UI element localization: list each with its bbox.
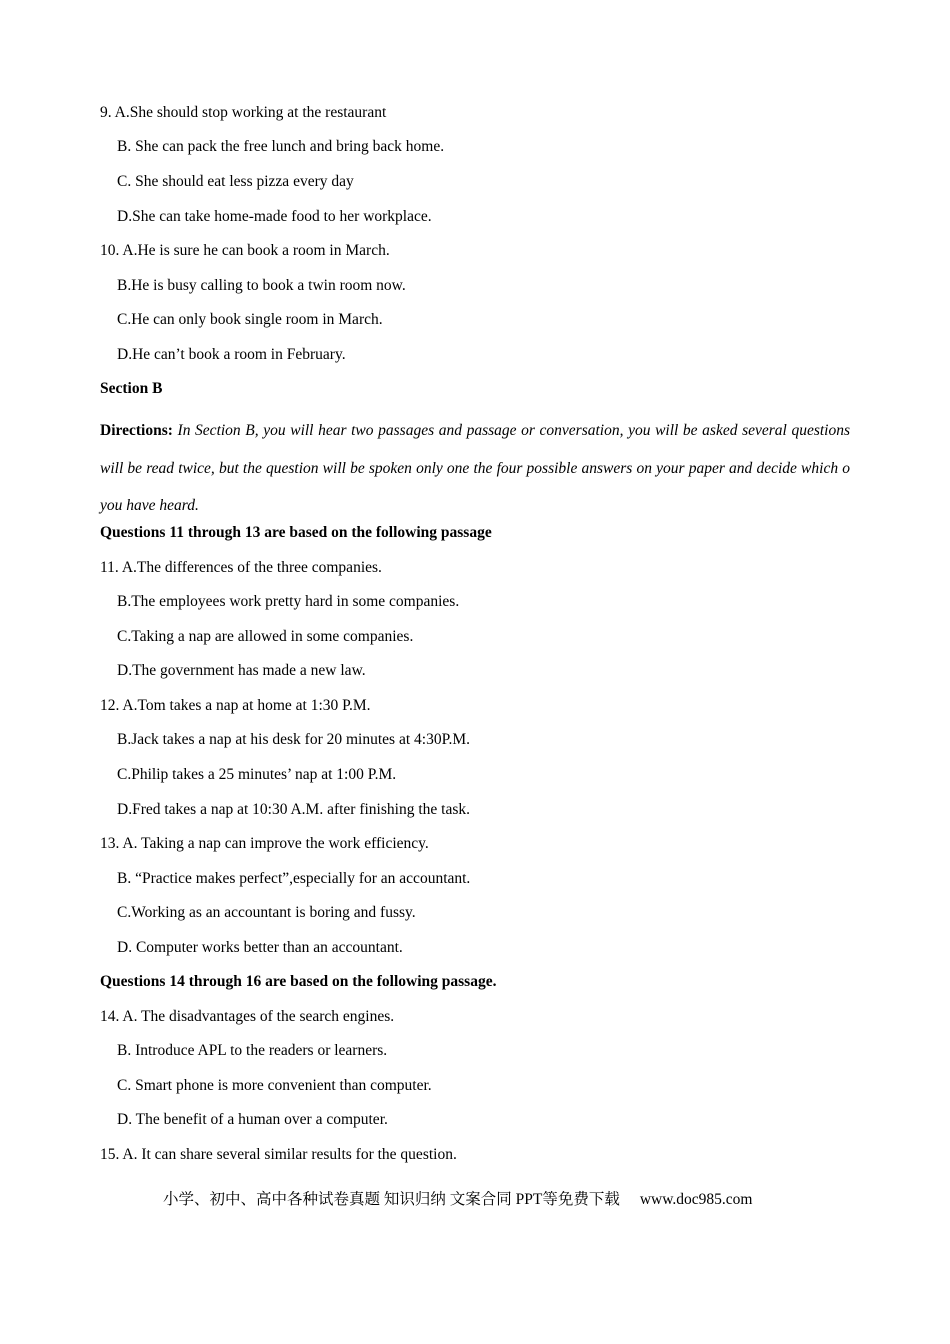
q9-option-d: D.She can take home-made food to her workplace. [117, 208, 432, 225]
footer-site: www.doc985.com [639, 1191, 753, 1208]
q10-option-a: 10. A.He is sure he can book a room in March. [100, 242, 390, 259]
q14-option-b: B. Introduce APL to the readers or learners. [117, 1042, 388, 1059]
q12-option-c: C.Philip takes a 25 minutes’ nap at 1:00 P.M. [117, 766, 397, 783]
directions-label: Directions: [100, 422, 173, 439]
q12-option-d: D.Fred takes a nap at 10:30 A.M. after finishing the task. [117, 801, 470, 818]
q14-option-c: C. Smart phone is more convenient than computer. [117, 1077, 432, 1094]
q13-option-c: C.Working as an accountant is boring and fussy. [117, 904, 416, 921]
q10-option-d: D.He can’t book a room in February. [117, 346, 346, 363]
q13-option-a: 13. A. Taking a nap can improve the work efficiency. [100, 835, 429, 852]
directions-text: In Section B, you will hear two passages and passage or conversation, you will be asked several questions will be read twice, but the question will be spoken only one the four possible answers on your paper and decide which o you have heard. [100, 422, 851, 514]
q15-option-a: 15. A. It can share several similar results for the question. [100, 1146, 457, 1163]
q9-option-b: B. She can pack the free lunch and bring back home. [117, 138, 445, 155]
q12-option-a: 12. A.Tom takes a nap at home at 1:30 P.M. [100, 697, 371, 714]
q12-option-b: B.Jack takes a nap at his desk for 20 minutes at 4:30P.M. [117, 731, 471, 748]
section-b-heading: Section B [100, 380, 163, 397]
q10-option-b: B.He is busy calling to book a twin room now. [117, 277, 406, 294]
directions-paragraph [100, 412, 850, 525]
q13-option-b: B. “Practice makes perfect”,especially for an accountant. [117, 870, 471, 887]
q11-option-b: B.The employees work pretty hard in some companies. [117, 593, 460, 610]
q9-option-c: C. She should eat less pizza every day [117, 173, 354, 190]
q14-option-d: D. The benefit of a human over a computer. [117, 1111, 388, 1128]
group-heading-14-16: Questions 14 through 16 are based on the following passage. [100, 973, 497, 990]
q14-option-a: 14. A. The disadvantages of the search engines. [100, 1008, 395, 1025]
q11-option-a: 11. A.The differences of the three companies. [100, 559, 382, 576]
footer-text: 小学、初中、高中各种试卷真题 知识归纳 文案合同 PPT等免费下载 [163, 1191, 620, 1208]
q11-option-c: C.Taking a nap are allowed in some companies. [117, 628, 414, 645]
q11-option-d: D.The government has made a new law. [117, 662, 366, 679]
q10-option-c: C.He can only book single room in March. [117, 311, 383, 328]
q9-option-a: 9. A.She should stop working at the restaurant [100, 104, 387, 121]
group-heading-11-13: Questions 11 through 13 are based on the following passage [100, 524, 492, 541]
q13-option-d: D. Computer works better than an accountant. [117, 939, 403, 956]
page-footer [163, 1190, 752, 1210]
